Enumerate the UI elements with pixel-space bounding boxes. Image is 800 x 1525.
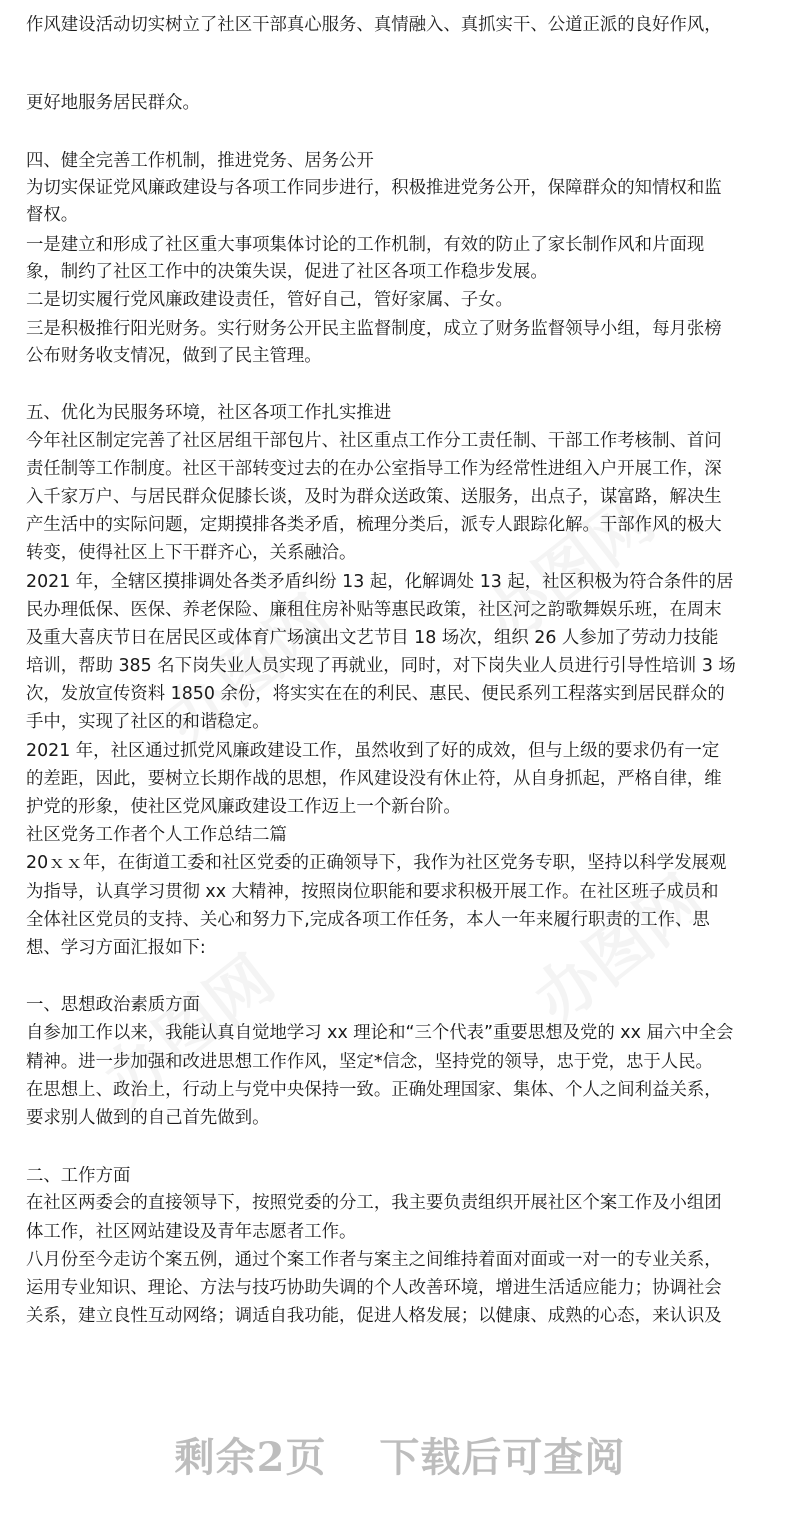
text-line: 运用专业知识、理论、方法与技巧协助失调的个人改善环境，增进生活适应能力；协调社会: [26, 1278, 722, 1298]
text-line: 精神。进一步加强和改进思想工作作风，坚定*信念，坚持党的领导，忠于党，忠于人民。: [26, 1052, 713, 1072]
text-line: 想、学习方面汇报如下:: [26, 938, 206, 958]
text-line: 今年社区制定完善了社区居组干部包片、社区重点工作分工责任制、干部工作考核制、首问: [26, 431, 722, 451]
text-line: 督权。: [26, 205, 79, 225]
text-line: 为切实保证党风廉政建设与各项工作同步进行，积极推进党务公开，保障群众的知情权和监: [26, 178, 722, 198]
text-line: 的差距，因此，要树立长期作战的思想，作风建设没有休止符，从自身抓起，严格自律，维: [26, 769, 722, 789]
text-line: 二是切实履行党风廉政建设责任，管好自己，管好家属、子女。: [26, 290, 513, 310]
text-line: 要求别人做到的自己首先做到。: [26, 1108, 270, 1128]
section-heading: 二、工作方面: [26, 1166, 131, 1186]
text-line: 次，发放宣传资料 1850 余份，将实实在在的利民、惠民、便民系列工程落实到居民群众的: [26, 684, 725, 704]
text-line: 一是建立和形成了社区重大事项集体讨论的工作机制，有效的防止了家长制作风和片面现: [26, 235, 705, 255]
text-line: 全体社区党员的支持、关心和努力下,完成各项工作任务，本人一年来履行职责的工作、思: [26, 910, 710, 930]
text-line: 在思想上、政治上，行动上与党中央保持一致。正确处理国家、集体、个人之间利益关系，: [26, 1080, 722, 1100]
text-line: 培训，帮助 385 名下岗失业人员实现了再就业，同时，对下岗失业人员进行引导性培训 3 场: [26, 656, 736, 676]
text-line: 关系，建立良性互动网络；调适自我功能，促进人格发展；以健康、成熟的心态，来认识及: [26, 1306, 722, 1326]
text-line: 三是积极推行阳光财务。实行财务公开民主监督制度，成立了财务监督领导小组，每月张榜: [26, 319, 722, 339]
text-line: 象，制约了社区工作中的决策失误，促进了社区各项工作稳步发展。: [26, 262, 548, 282]
text-line: 及重大喜庆节日在居民区或体育广场演出文艺节目 18 场次，组织 26 人参加了劳动力技能: [26, 628, 719, 648]
text-line: 更好地服务居民群众。: [26, 93, 200, 113]
text-line: 2021 年，社区通过抓党风廉政建设工作，虽然收到了好的成效，但与上级的要求仍有一定: [26, 741, 720, 761]
section-heading: 一、思想政治素质方面: [26, 995, 200, 1015]
remaining-pages-label[interactable]: 剩余2页 下载后可查阅: [174, 1434, 626, 1481]
text-line: 护党的形象，使社区党风廉政建设工作迈上一个新台阶。: [26, 797, 461, 817]
article-title: 社区党务工作者个人工作总结二篇: [26, 825, 287, 845]
text-line: 在社区两委会的直接领导下，按照党委的分工，我主要负责组织开展社区个案工作及小组团: [26, 1193, 722, 1213]
text-line: 责任制等工作制度。社区干部转变过去的在办公室指导工作为经常性进组入户开展工作，深: [26, 459, 722, 479]
text-line: 公布财务收支情况，做到了民主管理。: [26, 346, 322, 366]
section-heading: 五、优化为民服务环境，社区各项工作扎实推进: [26, 403, 392, 423]
text-line: 体工作，社区网站建设及青年志愿者工作。: [26, 1222, 357, 1242]
text-line: 转变，使得社区上下干群齐心，关系融洽。: [26, 543, 357, 563]
text-line: 民办理低保、医保、养老保险、廉租住房补贴等惠民政策，社区河之韵歌舞娱乐班，在周末: [26, 600, 722, 620]
text-line: 产生活中的实际问题，定期摸排各类矛盾，梳理分类后，派专人跟踪化解。干部作风的极大: [26, 515, 722, 535]
text-line: 八月份至今走访个案五例，通过个案工作者与案主之间维持着面对面或一对一的专业关系，: [26, 1250, 722, 1270]
text-line: 20ｘｘ年，在街道工委和社区党委的正确领导下，我作为社区党务专职，坚持以科学发展观: [26, 853, 727, 873]
section-heading: 四、健全完善工作机制，推进党务、居务公开: [26, 151, 374, 171]
text-line: 为指导，认真学习贯彻 xx 大精神，按照岗位职能和要求积极开展工作。在社区班子成员和: [26, 882, 719, 902]
download-prompt-banner[interactable]: [0, 1425, 800, 1525]
text-line: 入千家万户、与居民群众促膝长谈，及时为群众送政策、送服务，出点子，谋富路，解决生: [26, 487, 722, 507]
text-line: 手中，实现了社区的和谐稳定。: [26, 712, 270, 732]
text-line: 2021 年，全辖区摸排调处各类矛盾纠纷 13 起，化解调处 13 起，社区积极为符合条件的居: [26, 572, 734, 592]
text-line: 作风建设活动切实树立了社区干部真心服务、真情融入、真抓实干、公道正派的良好作风，: [26, 15, 722, 35]
text-line: 自参加工作以来，我能认真自觉地学习 xx 理论和“三个代表”重要思想及党的 xx 届六中全会: [26, 1023, 734, 1043]
